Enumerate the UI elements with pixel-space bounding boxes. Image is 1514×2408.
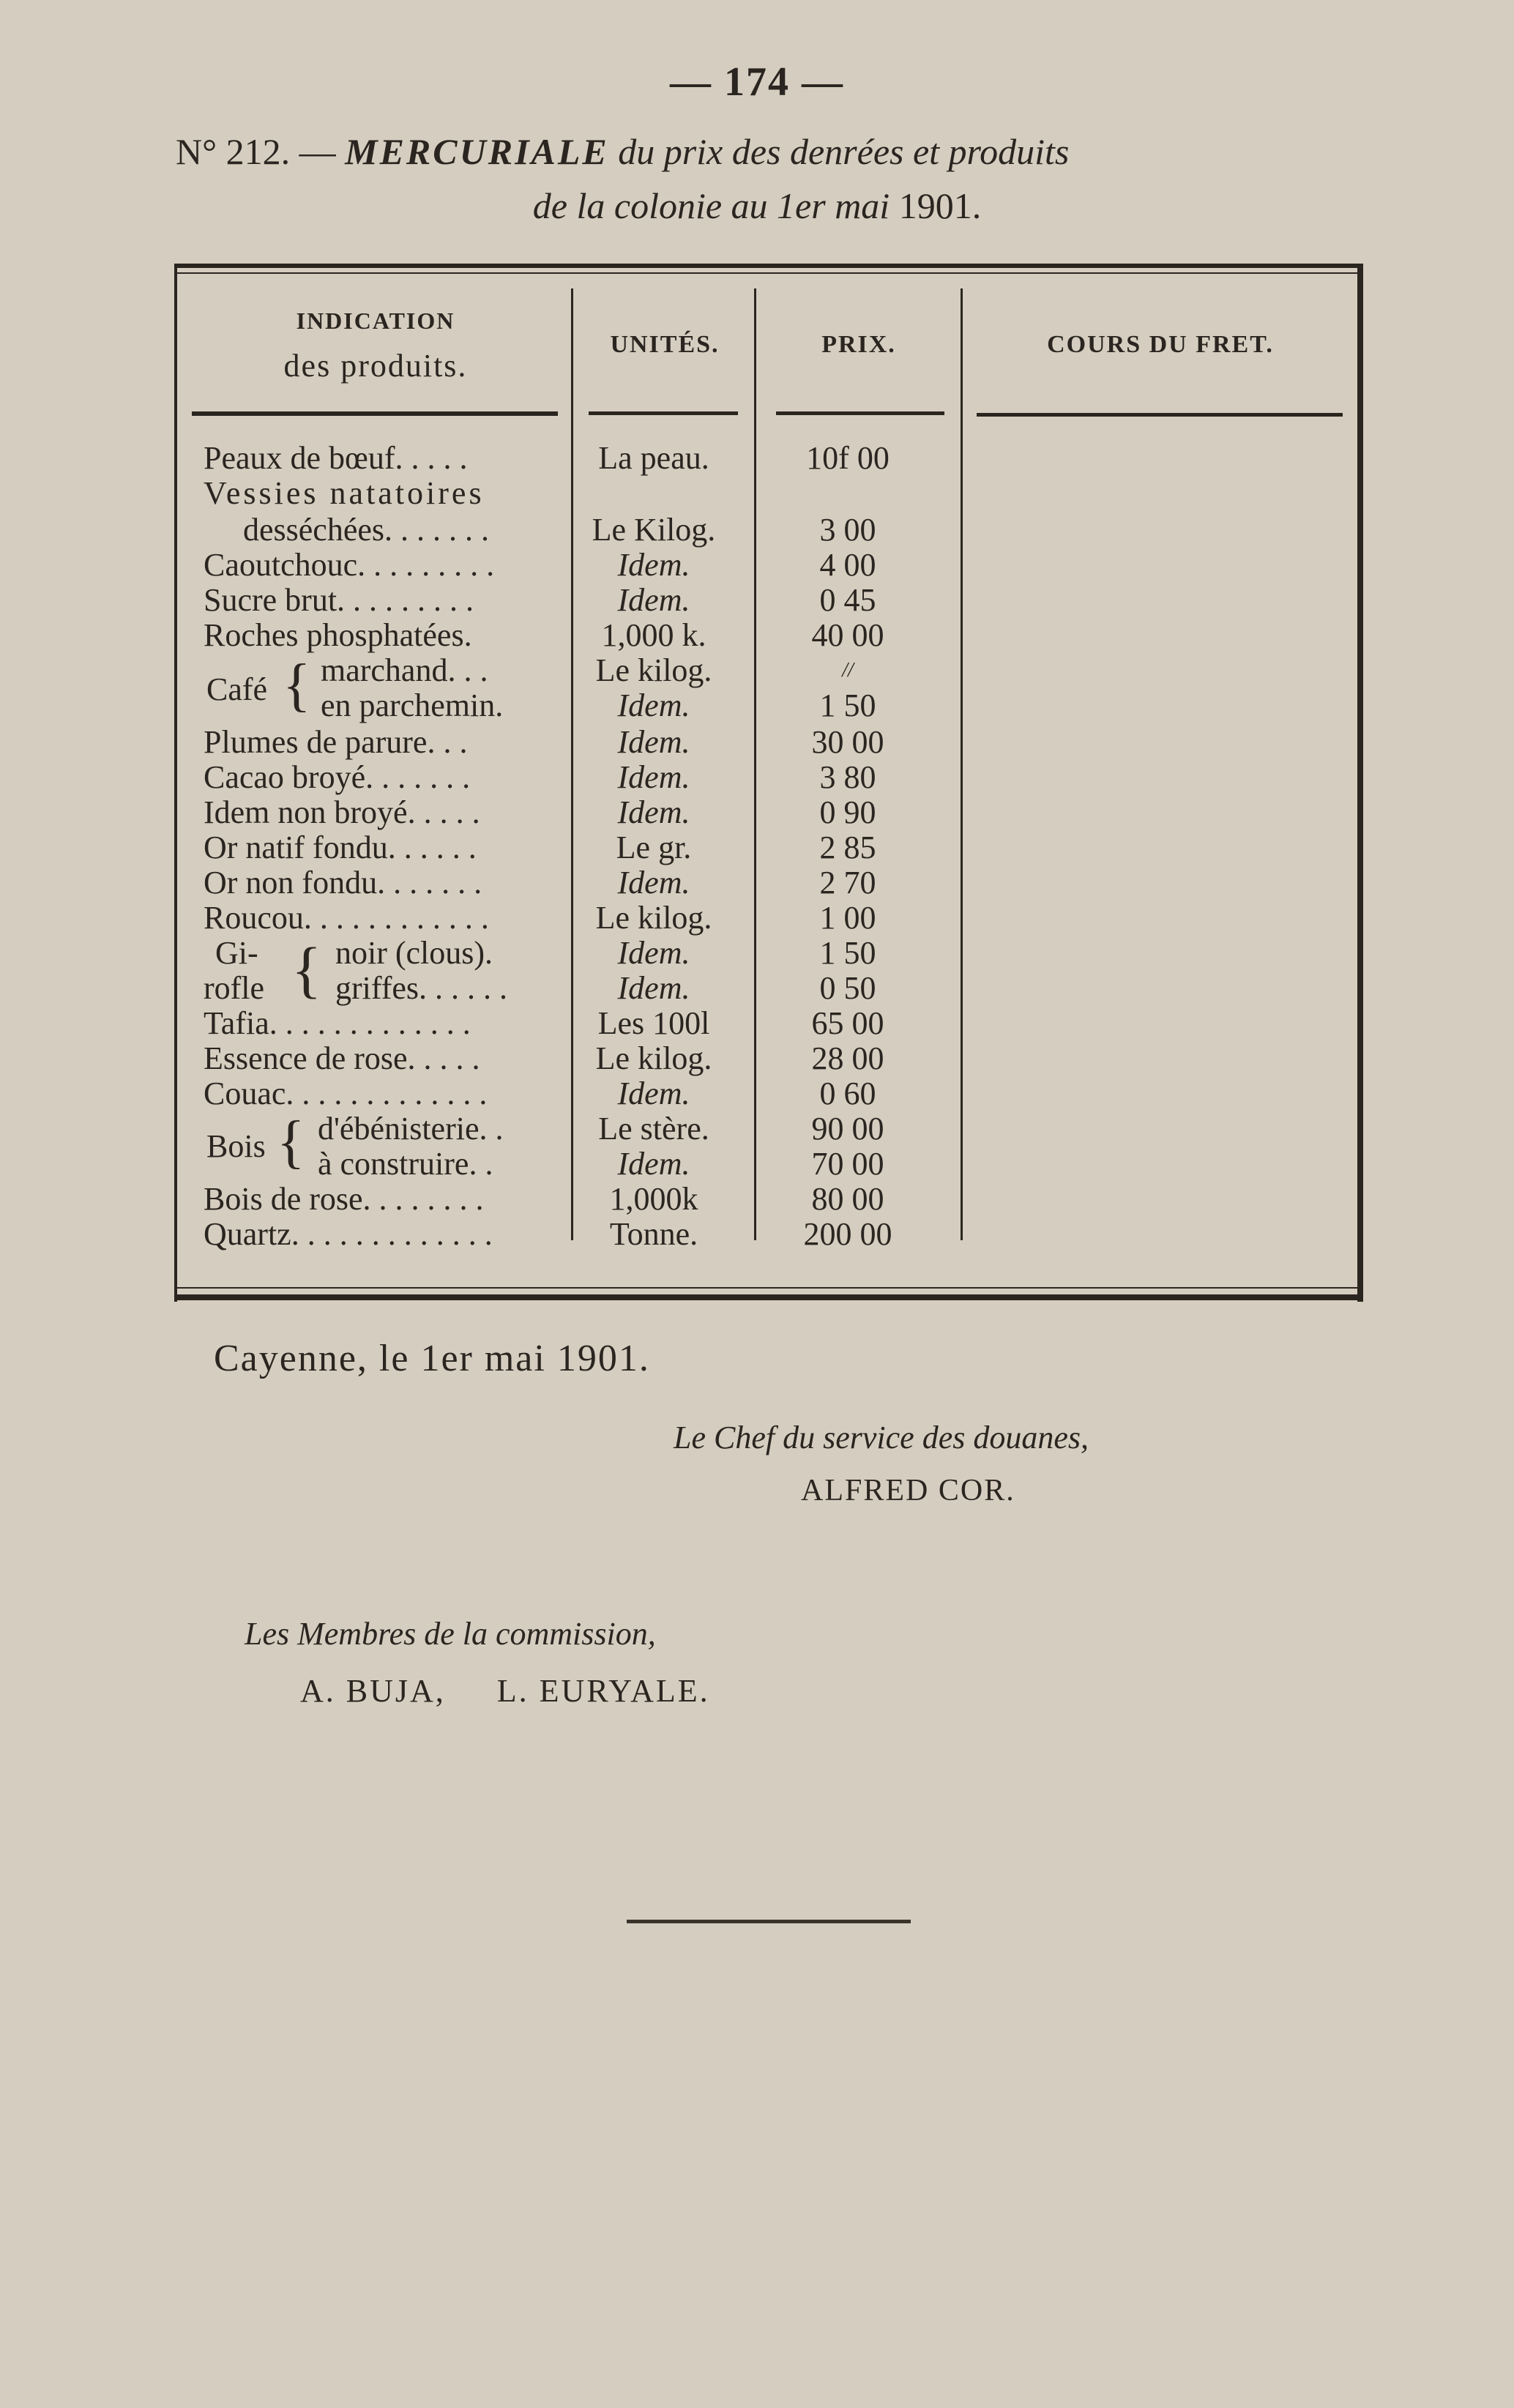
unit-cell: Idem. — [617, 935, 690, 971]
membres-names: A. BUJA, L. EURYALE. — [300, 1673, 710, 1709]
title-rest: du prix des denrées et produits — [618, 131, 1070, 172]
table-row — [174, 474, 1363, 510]
title-year: 1901. — [898, 185, 982, 226]
price-table — [174, 264, 1363, 1302]
product-cell: desséchées. . . . . . . — [243, 512, 490, 548]
group-label-girofle-2: rofle — [204, 970, 265, 1006]
group-label-cafe: Café — [206, 671, 268, 707]
table-row — [174, 1004, 1363, 1040]
chef-title: Le Chef du service des douanes, — [674, 1420, 1089, 1455]
price-cell: 0 50 — [819, 970, 876, 1006]
unit-cell: Tonne. — [609, 1216, 698, 1252]
table-row — [174, 794, 1363, 829]
table-row — [174, 934, 1363, 969]
unit-cell: Idem. — [617, 547, 690, 583]
table-row — [174, 439, 1363, 474]
title-dash: — — [299, 131, 336, 172]
membres-title: Les Membres de la commission, — [245, 1616, 656, 1652]
price-cell: 4 00 — [819, 547, 876, 583]
price-cell: 70 00 — [811, 1146, 884, 1182]
product-cell: Essence de rose. . . . . — [204, 1040, 480, 1076]
table-row — [174, 1180, 1363, 1215]
table-row — [174, 1215, 1363, 1250]
product-cell: Cacao broyé. . . . . . . — [204, 759, 471, 795]
price-cell: 3 00 — [819, 512, 876, 548]
table-row — [174, 723, 1363, 758]
document-title-line2 — [0, 184, 1514, 227]
document-number: N° 212. — [176, 131, 291, 172]
price-cell: 0 45 — [819, 582, 876, 618]
table-row — [174, 511, 1363, 546]
title-mercuriale: MERCURIALE — [345, 131, 609, 172]
brace-bois: { — [277, 1110, 305, 1174]
price-cell: 10f 00 — [806, 440, 890, 476]
header-underline-1 — [192, 411, 558, 416]
place-date: Cayenne, le 1er mai 1901. — [214, 1338, 650, 1379]
unit-cell: Idem. — [617, 1076, 690, 1111]
table-row — [174, 758, 1363, 794]
product-cell: noir (clous). — [335, 935, 493, 971]
table-bottom-rule — [174, 1294, 1363, 1300]
table-bottom-rule-thin — [174, 1287, 1363, 1289]
table-row — [174, 1145, 1363, 1180]
table-row — [174, 687, 1363, 722]
header-prix: PRIX. — [821, 331, 896, 358]
product-cell: griffes. . . . . . — [335, 970, 508, 1006]
price-cell: 0 90 — [819, 794, 876, 830]
product-cell: Roucou. . . . . . . . . . . . — [204, 900, 489, 936]
product-cell: Peaux de bœuf. . . . . — [204, 440, 468, 476]
price-cell: 90 00 — [811, 1111, 884, 1147]
unit-cell: Idem. — [617, 687, 690, 723]
unit-cell: Idem. — [617, 970, 690, 1006]
unit-cell: 1,000 k. — [601, 617, 706, 653]
group-label-girofle-1: Gi- — [215, 935, 258, 971]
table-row — [174, 899, 1363, 934]
header-unites: UNITÉS. — [610, 331, 720, 358]
header-underline-3 — [776, 411, 944, 415]
price-cell: 3 80 — [819, 759, 876, 795]
table-row — [174, 969, 1363, 1004]
chef-name: ALFRED COR. — [801, 1474, 1015, 1507]
bottom-rule — [627, 1920, 911, 1923]
group-label-bois: Bois — [206, 1128, 266, 1164]
unit-cell: Idem. — [617, 582, 690, 618]
table-row — [174, 616, 1363, 652]
product-cell: Quartz. . . . . . . . . . . . . — [204, 1216, 493, 1252]
product-cell: Roches phosphatées. — [204, 617, 472, 653]
table-row — [174, 1040, 1363, 1075]
unit-cell: 1,000k — [609, 1181, 698, 1217]
product-cell: Or natif fondu. . . . . . — [204, 830, 477, 865]
brace-girofle: { — [291, 934, 322, 1004]
table-row — [174, 1075, 1363, 1110]
price-cell: // — [842, 659, 854, 682]
header-indication-sub: des produits. — [283, 348, 468, 384]
table-row — [174, 864, 1363, 899]
header-underline-2 — [589, 411, 738, 415]
page-number: — 174 — — [670, 59, 844, 105]
table-row — [174, 652, 1363, 687]
header-fret: COURS DU FRET. — [1047, 331, 1274, 358]
unit-cell: Le kilog. — [595, 900, 712, 936]
price-cell: 80 00 — [811, 1181, 884, 1217]
brace-cafe: { — [283, 653, 311, 717]
unit-cell: Idem. — [617, 759, 690, 795]
product-cell: Vessies natatoires — [204, 475, 485, 511]
price-cell: 200 00 — [803, 1216, 892, 1252]
price-cell: 28 00 — [811, 1040, 884, 1076]
price-cell: 1 00 — [819, 900, 876, 936]
unit-cell: Le Kilog. — [592, 512, 716, 548]
price-cell: 2 70 — [819, 865, 876, 901]
header-indication: INDICATION — [296, 307, 455, 334]
unit-cell: Idem. — [617, 794, 690, 830]
product-cell: Bois de rose. . . . . . . . — [204, 1181, 484, 1217]
table-row — [174, 1110, 1363, 1145]
document-title — [176, 130, 1376, 173]
unit-cell: Le kilog. — [595, 652, 712, 688]
product-cell: Or non fondu. . . . . . . — [204, 865, 482, 901]
product-cell: Plumes de parure. . . — [204, 724, 468, 760]
table-row — [174, 581, 1363, 616]
unit-cell: Idem. — [617, 724, 690, 760]
unit-cell: Idem. — [617, 865, 690, 901]
table-row — [174, 829, 1363, 864]
unit-cell: La peau. — [598, 440, 709, 476]
product-cell: Caoutchouc. . . . . . . . . — [204, 547, 495, 583]
table-row — [174, 546, 1363, 581]
product-cell: Idem non broyé. . . . . — [204, 794, 480, 830]
header-underline-4 — [977, 413, 1343, 417]
price-cell: 0 60 — [819, 1076, 876, 1111]
price-cell: 1 50 — [819, 687, 876, 723]
product-cell: d'ébénisterie. . — [318, 1111, 504, 1147]
unit-cell: Le gr. — [616, 830, 692, 865]
table-top-rule — [174, 264, 1363, 268]
product-cell: Couac. . . . . . . . . . . . . — [204, 1076, 488, 1111]
price-cell: 2 85 — [819, 830, 876, 865]
unit-cell: Les 100l — [597, 1005, 710, 1041]
product-cell: marchand. . . — [321, 652, 488, 688]
table-top-rule-thin — [174, 272, 1363, 274]
product-cell: en parchemin. — [321, 687, 504, 723]
product-cell: Tafia. . . . . . . . . . . . . — [204, 1005, 471, 1041]
price-cell: 1 50 — [819, 935, 876, 971]
price-cell: 30 00 — [811, 724, 884, 760]
price-cell: 65 00 — [811, 1005, 884, 1041]
product-cell: à construire. . — [318, 1146, 493, 1182]
unit-cell: Le stère. — [598, 1111, 709, 1147]
product-cell: Sucre brut. . . . . . . . . — [204, 582, 474, 618]
title-line2-text: de la colonie au 1er mai — [532, 185, 890, 226]
unit-cell: Idem. — [617, 1146, 690, 1182]
price-cell: 40 00 — [811, 617, 884, 653]
unit-cell: Le kilog. — [595, 1040, 712, 1076]
